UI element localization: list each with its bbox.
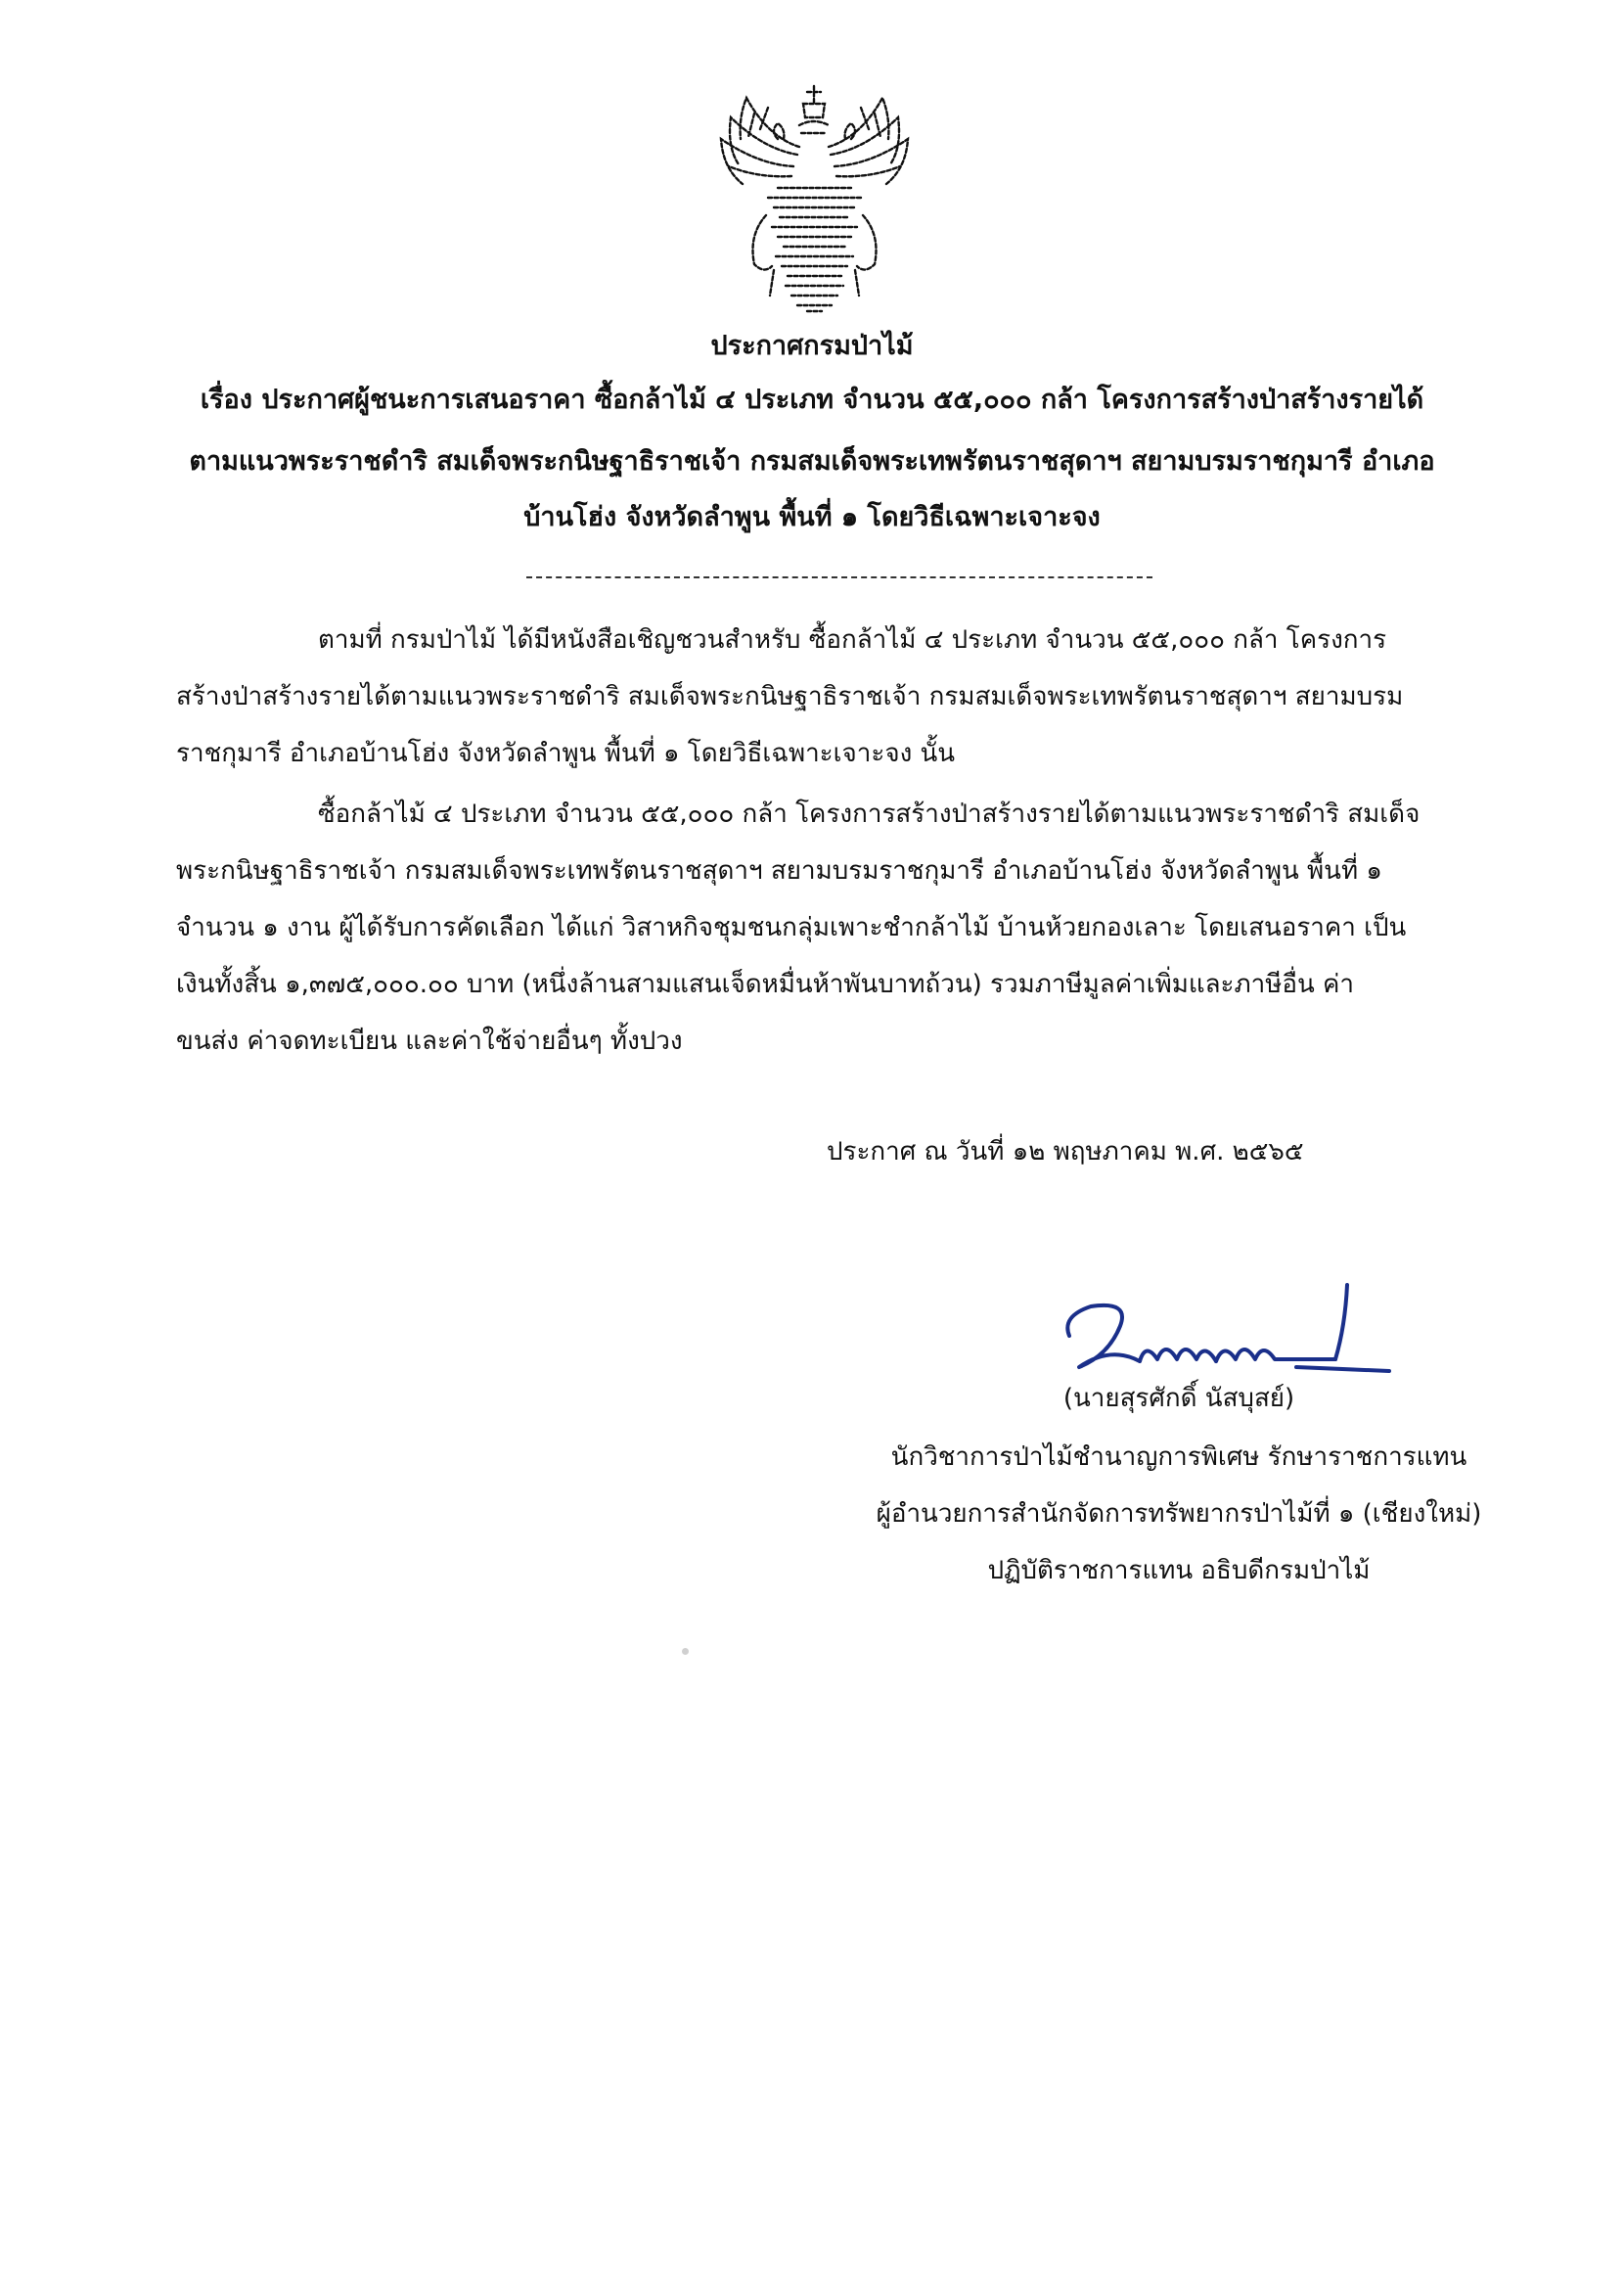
subject-line-1: เรื่อง ประกาศผู้ชนะการเสนอราคา ซื้อกล้าไม้ ๔ ประเภท จำนวน ๕๕,๐๐๐ กล้า โครงการสร้างป่าสร้างรายได้ [200,385,1424,415]
subject-line-2: ตามแนวพระราชดำริ สมเด็จพระกนิษฐาธิราชเจ้า กรมสมเด็จพระเทพรัตนราชสุดาฯ สยามบรมราชกุมารี อำเภอ [189,446,1435,477]
scan-speck [682,1648,689,1655]
agency-title: ประกาศกรมป่าไม้ [710,331,914,361]
paragraph2-line-3: จำนวน ๑ งาน ผู้ได้รับการคัดเลือก ได้แก่ วิสาหกิจชุมชนกลุ่มเพาะชำกล้าไม้ บ้านห้วยกองเลาะ โดยเสนอราคา เป็น [176,913,1407,942]
paragraph1-line-1: ตามที่ กรมป่าไม้ ได้มีหนังสือเชิญชวนสำหรับ ซื้อกล้าไม้ ๔ ประเภท จำนวน ๕๕,๐๐๐ กล้า โครงการ [318,625,1387,655]
announcement-date: ประกาศ ณ วันที่ ๑๒ พฤษภาคม พ.ศ. ๒๕๖๕ [827,1137,1304,1166]
paragraph1-line-3: ราชกุมารี อำเภอบ้านโฮ่ง จังหวัดลำพูน พื้นที่ ๑ โดยวิธีเฉพาะเจาะจง นั้น [176,739,956,768]
signer-position-3: ปฏิบัติราชการแทน อธิบดีกรมป่าไม้ [987,1556,1371,1585]
signer-position-2: ผู้อำนวยการสำนักจัดการทรัพยากรป่าไม้ที่ ๑ (เชียงใหม่) [876,1499,1482,1529]
subject-line-3: บ้านโฮ่ง จังหวัดลำพูน พื้นที่ ๑ โดยวิธีเฉพาะเจาะจง [523,502,1101,532]
paragraph2-line-4: เงินทั้งสิ้น ๑,๓๗๕,๐๐๐.๐๐ บาท (หนึ่งล้านสามแสนเจ็ดหมื่นห้าพันบาทถ้วน) รวมภาษีมูลค่าเพิ่มและภาษีอื่น ค่า [176,970,1355,999]
paragraph1-line-2: สร้างป่าสร้างรายได้ตามแนวพระราชดำริ สมเด็จพระกนิษฐาธิราชเจ้า กรมสมเด็จพระเทพรัตนราชสุดาฯ สยามบรม [176,682,1404,711]
signer-position-1: นักวิชาการป่าไม้ชำนาญการพิเศษ รักษาราชการแทน [890,1442,1467,1472]
paragraph2-line-2: พระกนิษฐาธิราชเจ้า กรมสมเด็จพระเทพรัตนราชสุดาฯ สยามบรมราชกุมารี อำเภอบ้านโฮ่ง จังหวัดลำพูน พื้นที่ ๑ [176,856,1382,886]
signer-name: (นายสุรศักดิ์ นัสบุสย์) [1062,1384,1295,1413]
paragraph2-line-1: ซื้อกล้าไม้ ๔ ประเภท จำนวน ๕๕,๐๐๐ กล้า โครงการสร้างป่าสร้างรายได้ตามแนวพระราชดำริ สมเด็จ [318,800,1421,829]
header-divider [526,576,1152,578]
paragraph2-line-5: ขนส่ง ค่าจดทะเบียน และค่าใช้จ่ายอื่นๆ ทั้งปวง [176,1027,683,1056]
garuda-emblem-icon [709,78,920,318]
